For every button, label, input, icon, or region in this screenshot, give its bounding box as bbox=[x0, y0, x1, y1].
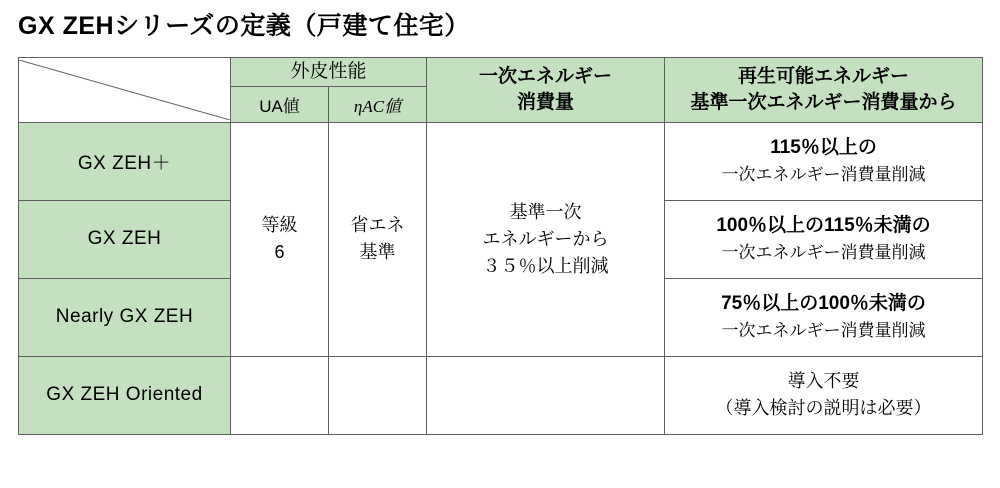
cell-renewable-sub: 一次エネルギー消費量削減 bbox=[721, 242, 926, 262]
header-eta-ac-value bbox=[329, 86, 427, 122]
cell-primary-line2: エネルギーから bbox=[482, 228, 609, 249]
header-renewable-energy bbox=[665, 58, 983, 123]
cell-primary-line3: ３５％以上削減 bbox=[482, 255, 609, 276]
header-primary-energy-line1: 一次エネルギー bbox=[479, 66, 613, 88]
header-envelope-performance: 外皮性能 bbox=[231, 58, 427, 87]
cell-eta-empty bbox=[329, 356, 427, 434]
cell-renewable-sub: 一次エネルギー消費量削減 bbox=[721, 164, 926, 184]
cell-ua-grade-line1: 等級 bbox=[261, 215, 298, 236]
table-row bbox=[19, 356, 983, 434]
diagonal-line-icon bbox=[19, 60, 230, 120]
header-renewable-line2: 基準一次エネルギー消費量から bbox=[690, 91, 957, 113]
cell-renewable-nearly-gx-zeh bbox=[665, 278, 983, 356]
cell-renewable-gx-zeh-oriented bbox=[665, 356, 983, 434]
header-ua-value: UA値 bbox=[231, 86, 329, 122]
cell-eta-standard-line2: 基準 bbox=[359, 242, 396, 263]
corner-diagonal-cell bbox=[19, 58, 231, 123]
cell-eta-standard bbox=[329, 122, 427, 356]
cell-primary-empty bbox=[427, 356, 665, 434]
page-title: GX ZEHシリーズの定義（戸建て住宅） bbox=[18, 12, 470, 40]
cell-ua-grade-line2: 6 bbox=[274, 242, 285, 263]
table-header-row-1 bbox=[19, 58, 983, 87]
row-label-gx-zeh-plus: GX ZEH＋ bbox=[19, 122, 231, 200]
cell-ua-grade bbox=[231, 122, 329, 356]
cell-primary-energy-reduction bbox=[427, 122, 665, 356]
table-row bbox=[19, 122, 983, 200]
cell-renewable-gx-zeh bbox=[665, 200, 983, 278]
cell-renewable-main: 75％以上の100％未満の bbox=[721, 292, 926, 314]
cell-eta-standard-line1: 省エネ bbox=[350, 215, 405, 236]
cell-renewable-main: 100％以上の115％未満の bbox=[716, 214, 931, 236]
cell-primary-line1: 基準一次 bbox=[509, 201, 582, 222]
cell-renewable-sub: （導入検討の説明は必要） bbox=[715, 398, 932, 419]
row-label-gx-zeh: GX ZEH bbox=[19, 200, 231, 278]
row-label-nearly-gx-zeh: Nearly GX ZEH bbox=[19, 278, 231, 356]
cell-renewable-main: 115％以上の bbox=[770, 136, 877, 158]
cell-renewable-main: 導入不要 bbox=[787, 371, 860, 392]
header-primary-energy-line2: 消費量 bbox=[517, 91, 575, 113]
header-renewable-line1: 再生可能エネルギー bbox=[738, 66, 910, 88]
row-label-gx-zeh-oriented: GX ZEH Oriented bbox=[19, 356, 231, 434]
header-eta-ac-value-text: ηAC値 bbox=[353, 96, 402, 116]
cell-renewable-sub: 一次エネルギー消費量削減 bbox=[721, 320, 926, 340]
cell-renewable-gx-zeh-plus bbox=[665, 122, 983, 200]
header-primary-energy bbox=[427, 58, 665, 123]
cell-ua-empty bbox=[231, 356, 329, 434]
zeh-definition-table bbox=[18, 57, 983, 435]
